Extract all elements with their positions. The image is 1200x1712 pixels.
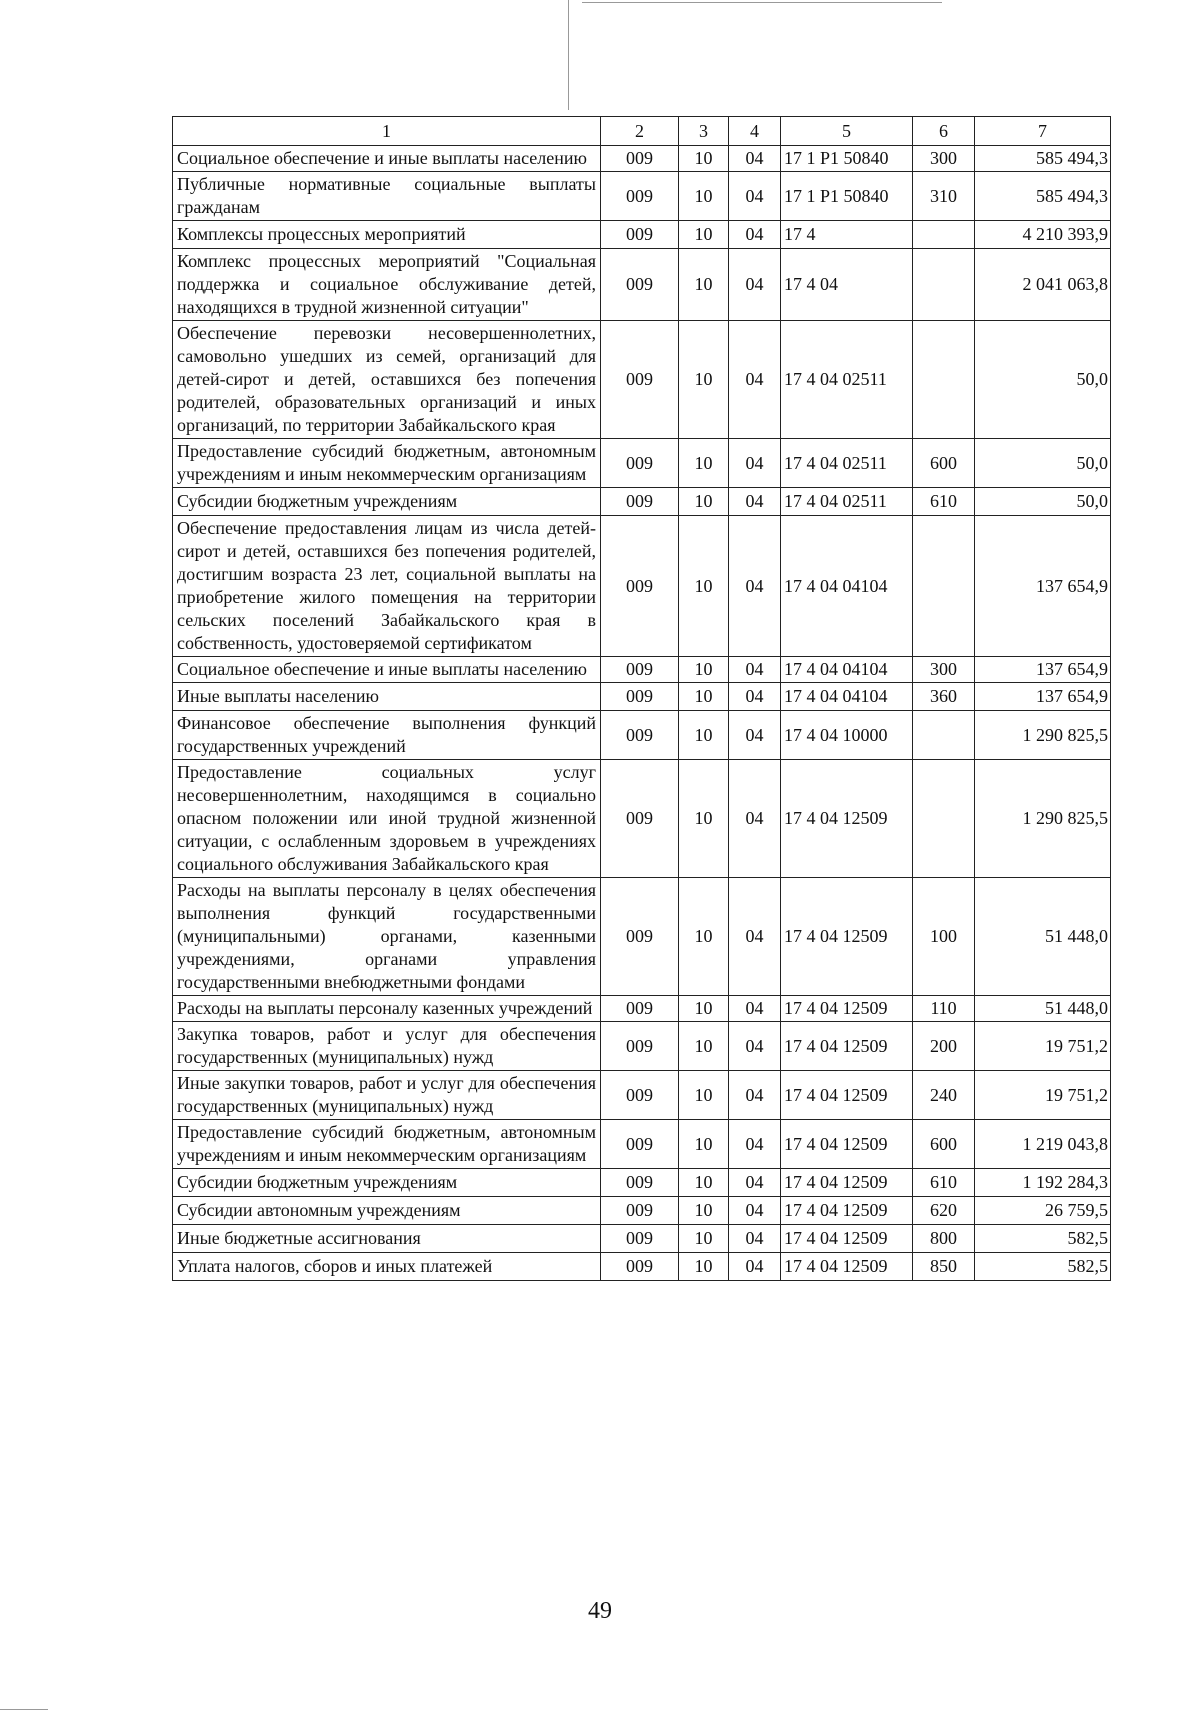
subsection-code-cell: 04 <box>729 488 781 516</box>
department-code-cell: 009 <box>601 221 679 249</box>
target-article-cell: 17 4 04 12509 <box>781 1197 913 1225</box>
table-row <box>173 172 1111 221</box>
expense-name-cell: Предоставление социальных услуг несовершеннолетним, находящимся в социально опасном положении или иной трудной жизненной ситуации, с ослабленным здоровьем в учреждениях социального обслуживания Забайкальского края <box>173 760 601 878</box>
column-header: 6 <box>913 117 975 146</box>
subsection-code-cell: 04 <box>729 146 781 172</box>
department-code-cell: 009 <box>601 878 679 996</box>
subsection-code-cell: 04 <box>729 1071 781 1120</box>
table-row <box>173 1253 1111 1281</box>
expense-type-cell: 300 <box>913 657 975 683</box>
expense-name-cell: Закупка товаров, работ и услуг для обеспечения государственных (муниципальных) нужд <box>173 1022 601 1071</box>
subsection-code-cell: 04 <box>729 1120 781 1169</box>
amount-cell: 585 494,3 <box>975 172 1111 221</box>
scan-artifact-line <box>568 0 569 110</box>
section-code-cell: 10 <box>679 878 729 996</box>
target-article-cell: 17 4 04 12509 <box>781 1225 913 1253</box>
subsection-code-cell: 04 <box>729 172 781 221</box>
department-code-cell: 009 <box>601 1197 679 1225</box>
subsection-code-cell: 04 <box>729 683 781 711</box>
target-article-cell: 17 4 04 <box>781 249 913 321</box>
subsection-code-cell: 04 <box>729 321 781 439</box>
expense-type-cell: 100 <box>913 878 975 996</box>
department-code-cell: 009 <box>601 1022 679 1071</box>
department-code-cell: 009 <box>601 439 679 488</box>
table-row <box>173 439 1111 488</box>
expense-name-cell: Комплексы процессных мероприятий <box>173 221 601 249</box>
expense-type-cell <box>913 321 975 439</box>
target-article-cell: 17 4 04 12509 <box>781 1253 913 1281</box>
target-article-cell: 17 4 04 12509 <box>781 1071 913 1120</box>
expense-type-cell: 620 <box>913 1197 975 1225</box>
department-code-cell: 009 <box>601 516 679 657</box>
table-row <box>173 711 1111 760</box>
scan-artifact-line <box>582 2 942 3</box>
section-code-cell: 10 <box>679 711 729 760</box>
amount-cell: 1 192 284,3 <box>975 1169 1111 1197</box>
table-row <box>173 1197 1111 1225</box>
table-row <box>173 683 1111 711</box>
expense-type-cell: 850 <box>913 1253 975 1281</box>
expense-name-cell: Иные выплаты населению <box>173 683 601 711</box>
table-row <box>173 996 1111 1022</box>
column-header: 7 <box>975 117 1111 146</box>
amount-cell: 50,0 <box>975 488 1111 516</box>
department-code-cell: 009 <box>601 146 679 172</box>
table-row <box>173 488 1111 516</box>
expense-type-cell <box>913 221 975 249</box>
amount-cell: 50,0 <box>975 439 1111 488</box>
expense-type-cell: 360 <box>913 683 975 711</box>
subsection-code-cell: 04 <box>729 1169 781 1197</box>
department-code-cell: 009 <box>601 321 679 439</box>
section-code-cell: 10 <box>679 996 729 1022</box>
expense-type-cell: 600 <box>913 439 975 488</box>
column-header: 2 <box>601 117 679 146</box>
expense-name-cell: Публичные нормативные социальные выплаты гражданам <box>173 172 601 221</box>
expense-type-cell: 600 <box>913 1120 975 1169</box>
section-code-cell: 10 <box>679 221 729 249</box>
subsection-code-cell: 04 <box>729 1197 781 1225</box>
section-code-cell: 10 <box>679 439 729 488</box>
amount-cell: 582,5 <box>975 1225 1111 1253</box>
table-header-row <box>173 117 1111 146</box>
amount-cell: 50,0 <box>975 321 1111 439</box>
column-header: 3 <box>679 117 729 146</box>
section-code-cell: 10 <box>679 657 729 683</box>
target-article-cell: 17 4 04 12509 <box>781 878 913 996</box>
amount-cell: 1 290 825,5 <box>975 711 1111 760</box>
table-row <box>173 1225 1111 1253</box>
subsection-code-cell: 04 <box>729 516 781 657</box>
section-code-cell: 10 <box>679 1071 729 1120</box>
table-row <box>173 760 1111 878</box>
department-code-cell: 009 <box>601 760 679 878</box>
department-code-cell: 009 <box>601 711 679 760</box>
department-code-cell: 009 <box>601 996 679 1022</box>
expense-name-cell: Расходы на выплаты персоналу казенных учреждений <box>173 996 601 1022</box>
table-row <box>173 146 1111 172</box>
section-code-cell: 10 <box>679 683 729 711</box>
target-article-cell: 17 1 Р1 50840 <box>781 172 913 221</box>
amount-cell: 19 751,2 <box>975 1071 1111 1120</box>
department-code-cell: 009 <box>601 1253 679 1281</box>
table-row <box>173 221 1111 249</box>
department-code-cell: 009 <box>601 172 679 221</box>
expense-name-cell: Иные бюджетные ассигнования <box>173 1225 601 1253</box>
subsection-code-cell: 04 <box>729 439 781 488</box>
column-header: 4 <box>729 117 781 146</box>
expense-type-cell: 610 <box>913 1169 975 1197</box>
table-row <box>173 1071 1111 1120</box>
table-body <box>173 146 1111 1281</box>
column-header: 1 <box>173 117 601 146</box>
table-row <box>173 657 1111 683</box>
department-code-cell: 009 <box>601 1169 679 1197</box>
budget-table <box>172 116 1111 1281</box>
target-article-cell: 17 4 04 12509 <box>781 996 913 1022</box>
amount-cell: 2 041 063,8 <box>975 249 1111 321</box>
expense-name-cell: Комплекс процессных мероприятий "Социальная поддержка и социальное обслуживание детей, находящихся в трудной жизненной ситуации" <box>173 249 601 321</box>
amount-cell: 1 290 825,5 <box>975 760 1111 878</box>
amount-cell: 582,5 <box>975 1253 1111 1281</box>
subsection-code-cell: 04 <box>729 1253 781 1281</box>
section-code-cell: 10 <box>679 488 729 516</box>
section-code-cell: 10 <box>679 516 729 657</box>
section-code-cell: 10 <box>679 760 729 878</box>
target-article-cell: 17 4 04 12509 <box>781 1169 913 1197</box>
expense-type-cell: 200 <box>913 1022 975 1071</box>
target-article-cell: 17 4 04 02511 <box>781 439 913 488</box>
subsection-code-cell: 04 <box>729 711 781 760</box>
table-row <box>173 1022 1111 1071</box>
subsection-code-cell: 04 <box>729 996 781 1022</box>
section-code-cell: 10 <box>679 172 729 221</box>
expense-name-cell: Субсидии бюджетным учреждениям <box>173 1169 601 1197</box>
expense-type-cell: 310 <box>913 172 975 221</box>
table-row <box>173 249 1111 321</box>
table-row <box>173 1169 1111 1197</box>
target-article-cell: 17 4 04 12509 <box>781 1022 913 1071</box>
department-code-cell: 009 <box>601 488 679 516</box>
table-row <box>173 516 1111 657</box>
expense-name-cell: Уплата налогов, сборов и иных платежей <box>173 1253 601 1281</box>
expense-name-cell: Предоставление субсидий бюджетным, автономным учреждениям и иным некоммерческим организациям <box>173 439 601 488</box>
scan-artifact-line <box>0 1709 48 1710</box>
section-code-cell: 10 <box>679 1253 729 1281</box>
expense-name-cell: Иные закупки товаров, работ и услуг для обеспечения государственных (муниципальных) нужд <box>173 1071 601 1120</box>
expense-type-cell: 240 <box>913 1071 975 1120</box>
expense-type-cell <box>913 760 975 878</box>
target-article-cell: 17 4 04 04104 <box>781 516 913 657</box>
department-code-cell: 009 <box>601 1120 679 1169</box>
expense-type-cell: 610 <box>913 488 975 516</box>
amount-cell: 51 448,0 <box>975 878 1111 996</box>
subsection-code-cell: 04 <box>729 1225 781 1253</box>
amount-cell: 1 219 043,8 <box>975 1120 1111 1169</box>
department-code-cell: 009 <box>601 1071 679 1120</box>
subsection-code-cell: 04 <box>729 760 781 878</box>
target-article-cell: 17 4 04 12509 <box>781 760 913 878</box>
section-code-cell: 10 <box>679 1120 729 1169</box>
table-row <box>173 1120 1111 1169</box>
amount-cell: 51 448,0 <box>975 996 1111 1022</box>
target-article-cell: 17 1 Р1 50840 <box>781 146 913 172</box>
department-code-cell: 009 <box>601 1225 679 1253</box>
target-article-cell: 17 4 04 02511 <box>781 321 913 439</box>
expense-type-cell <box>913 249 975 321</box>
target-article-cell: 17 4 04 02511 <box>781 488 913 516</box>
column-header: 5 <box>781 117 913 146</box>
subsection-code-cell: 04 <box>729 1022 781 1071</box>
target-article-cell: 17 4 04 10000 <box>781 711 913 760</box>
subsection-code-cell: 04 <box>729 221 781 249</box>
section-code-cell: 10 <box>679 1169 729 1197</box>
expense-type-cell: 110 <box>913 996 975 1022</box>
subsection-code-cell: 04 <box>729 657 781 683</box>
section-code-cell: 10 <box>679 1022 729 1071</box>
section-code-cell: 10 <box>679 1225 729 1253</box>
amount-cell: 137 654,9 <box>975 683 1111 711</box>
section-code-cell: 10 <box>679 1197 729 1225</box>
expense-name-cell: Субсидии автономным учреждениям <box>173 1197 601 1225</box>
table-row <box>173 878 1111 996</box>
department-code-cell: 009 <box>601 249 679 321</box>
expense-name-cell: Обеспечение перевозки несовершеннолетних, самовольно ушедших из семей, организаций для детей-сирот и детей, оставшихся без попечения родителей, образовательных организаций и иных организаций, по территории Забайкальского края <box>173 321 601 439</box>
expense-type-cell <box>913 516 975 657</box>
page-number: 49 <box>588 1598 612 1624</box>
expense-name-cell: Предоставление субсидий бюджетным, автономным учреждениям и иным некоммерческим организациям <box>173 1120 601 1169</box>
expense-name-cell: Расходы на выплаты персоналу в целях обеспечения выполнения функций государственными (муниципальными) органами, казенными учреждениями, органами управления государственными внебюджетными фондами <box>173 878 601 996</box>
target-article-cell: 17 4 <box>781 221 913 249</box>
expense-name-cell: Финансовое обеспечение выполнения функций государственных учреждений <box>173 711 601 760</box>
section-code-cell: 10 <box>679 249 729 321</box>
expense-type-cell: 800 <box>913 1225 975 1253</box>
department-code-cell: 009 <box>601 683 679 711</box>
expense-name-cell: Социальное обеспечение и иные выплаты населению <box>173 146 601 172</box>
expense-name-cell: Обеспечение предоставления лицам из числа детей-сирот и детей, оставшихся без попечения родителей, достигшим возраста 23 лет, социальной выплаты на приобретение жилого помещения на территории сельских поселений Забайкальского края в собственность, удостоверяемой сертификатом <box>173 516 601 657</box>
amount-cell: 585 494,3 <box>975 146 1111 172</box>
department-code-cell: 009 <box>601 657 679 683</box>
section-code-cell: 10 <box>679 146 729 172</box>
table-row <box>173 321 1111 439</box>
target-article-cell: 17 4 04 12509 <box>781 1120 913 1169</box>
section-code-cell: 10 <box>679 321 729 439</box>
amount-cell: 137 654,9 <box>975 657 1111 683</box>
amount-cell: 26 759,5 <box>975 1197 1111 1225</box>
amount-cell: 19 751,2 <box>975 1022 1111 1071</box>
amount-cell: 137 654,9 <box>975 516 1111 657</box>
expense-name-cell: Социальное обеспечение и иные выплаты населению <box>173 657 601 683</box>
subsection-code-cell: 04 <box>729 878 781 996</box>
target-article-cell: 17 4 04 04104 <box>781 657 913 683</box>
expense-type-cell <box>913 711 975 760</box>
expense-type-cell: 300 <box>913 146 975 172</box>
amount-cell: 4 210 393,9 <box>975 221 1111 249</box>
expense-name-cell: Субсидии бюджетным учреждениям <box>173 488 601 516</box>
subsection-code-cell: 04 <box>729 249 781 321</box>
target-article-cell: 17 4 04 04104 <box>781 683 913 711</box>
